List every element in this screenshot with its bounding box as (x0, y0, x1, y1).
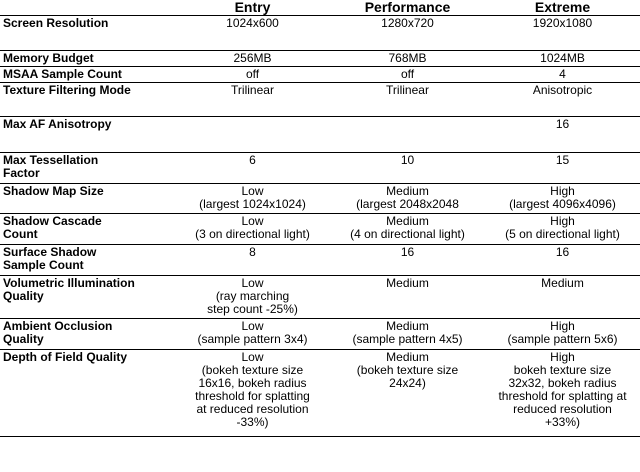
table-row (0, 117, 640, 153)
cell-line: 16x16, bokeh radius (198, 376, 307, 390)
cell-line: Medium (386, 184, 429, 198)
cell-extreme (485, 153, 640, 184)
header-row (0, 0, 640, 16)
cell-performance (330, 350, 485, 437)
cell-line: 4 (559, 67, 566, 81)
cell-line: Trilinear (386, 83, 429, 97)
table-row (0, 184, 640, 214)
cell-line: 1280x720 (381, 16, 434, 30)
row-label-line: Texture Filtering Mode (3, 83, 131, 97)
row-label (0, 214, 175, 245)
cell-line: at reduced resolution (196, 402, 309, 416)
cell-line: Low (241, 350, 264, 364)
cell-line: (3 on directional light) (195, 227, 310, 241)
cell-line: 6 (249, 153, 256, 167)
cell-entry (175, 51, 330, 67)
cell-performance (330, 117, 485, 153)
cell-extreme (485, 184, 640, 214)
cell-line: 16 (555, 245, 570, 259)
cell-line: 768MB (388, 51, 427, 65)
row-label-line: Max AF Anisotropy (3, 117, 112, 131)
cell-line: 24x24) (389, 376, 426, 390)
cell-extreme (485, 276, 640, 319)
header-extreme: Extreme (485, 0, 640, 16)
table-body (0, 16, 640, 437)
cell-performance (330, 214, 485, 245)
row-label-line: Quality (3, 289, 44, 303)
table-row (0, 245, 640, 276)
cell-line: Medium (541, 276, 584, 290)
row-label (0, 117, 175, 153)
cell-entry (175, 319, 330, 350)
row-label-line: Factor (3, 166, 40, 180)
cell-line: (sample pattern 4x5) (352, 332, 463, 346)
cell-performance (330, 319, 485, 350)
row-label-line: Max Tessellation (3, 153, 99, 167)
cell-line: Low (241, 319, 264, 333)
cell-line: 10 (400, 153, 415, 167)
cell-entry (175, 153, 330, 184)
cell-performance (330, 67, 485, 83)
cell-line: (4 on directional light) (350, 227, 465, 241)
cell-line: Medium (386, 319, 429, 333)
table-row (0, 67, 640, 83)
row-label-line: Shadow Cascade (3, 214, 102, 228)
cell-line: (largest 2048x2048 (356, 197, 459, 211)
cell-entry (175, 117, 330, 153)
cell-line: Trilinear (231, 83, 274, 97)
cell-performance (330, 83, 485, 117)
cell-performance (330, 245, 485, 276)
cell-line: (bokeh texture size (201, 363, 304, 377)
header-corner (0, 0, 175, 16)
row-label-line: Ambient Occlusion (3, 319, 113, 333)
cell-entry (175, 83, 330, 117)
cell-line: 1920x1080 (532, 16, 593, 30)
row-label-line: Volumetric Illumination (3, 276, 135, 290)
row-label-line: Depth of Field Quality (3, 350, 128, 364)
cell-line: High (550, 350, 575, 364)
cell-line: -33%) (236, 415, 269, 429)
cell-line: Low (241, 184, 264, 198)
table-row (0, 214, 640, 245)
cell-entry (175, 16, 330, 51)
table-row (0, 153, 640, 184)
row-label (0, 276, 175, 319)
cell-extreme (485, 245, 640, 276)
row-label-line: Surface Shadow (3, 245, 97, 259)
cell-line: (5 on directional light) (505, 227, 620, 241)
cell-extreme (485, 16, 640, 51)
cell-line: Low (241, 214, 264, 228)
cell-line: Medium (386, 350, 429, 364)
row-label (0, 184, 175, 214)
cell-extreme (485, 350, 640, 437)
cell-entry (175, 214, 330, 245)
row-label (0, 83, 175, 117)
cell-line: bokeh texture size (513, 363, 612, 377)
row-label (0, 153, 175, 184)
row-label-line: Count (3, 227, 38, 241)
row-label (0, 16, 175, 51)
cell-extreme (485, 83, 640, 117)
row-label (0, 51, 175, 67)
cell-line: Anisotropic (532, 83, 593, 97)
row-label (0, 67, 175, 83)
cell-line: off (245, 67, 260, 81)
cell-line: off (400, 67, 415, 81)
cell-line: Low (241, 276, 264, 290)
table-row (0, 350, 640, 437)
cell-performance (330, 276, 485, 319)
row-label-line: Memory Budget (3, 51, 94, 65)
cell-line: 16 (400, 245, 415, 259)
cell-line: 1024MB (540, 51, 585, 65)
cell-line: (sample pattern 3x4) (197, 332, 308, 346)
cell-line: (bokeh texture size (356, 363, 459, 377)
cell-line: High (550, 214, 575, 228)
table-row (0, 51, 640, 67)
cell-line: Medium (386, 214, 429, 228)
cell-line: Medium (386, 276, 429, 290)
row-label (0, 350, 175, 437)
cell-extreme (485, 51, 640, 67)
cell-line: 256MB (233, 51, 272, 65)
table-row (0, 83, 640, 117)
cell-line: High (550, 319, 575, 333)
cell-performance (330, 184, 485, 214)
row-label (0, 245, 175, 276)
cell-entry (175, 245, 330, 276)
cell-line: (sample pattern 5x6) (507, 332, 618, 346)
cell-performance (330, 153, 485, 184)
header-performance: Performance (330, 0, 485, 16)
cell-performance (330, 51, 485, 67)
cell-extreme (485, 67, 640, 83)
cell-line: 32x32, bokeh radius (508, 376, 617, 390)
cell-entry (175, 350, 330, 437)
cell-performance (330, 16, 485, 51)
cell-line: +33%) (544, 415, 581, 429)
table-row (0, 276, 640, 319)
cell-extreme (485, 214, 640, 245)
cell-entry (175, 67, 330, 83)
cell-line: 8 (249, 245, 256, 259)
row-label-line: Sample Count (3, 258, 84, 272)
row-label-line: Screen Resolution (3, 16, 109, 30)
row-label-line: Quality (3, 332, 44, 346)
cell-entry (175, 184, 330, 214)
cell-line: (largest 1024x1024) (199, 197, 306, 211)
cell-line: (ray marching (215, 289, 290, 303)
cell-line: reduced resolution (513, 402, 612, 416)
cell-line: 16 (555, 117, 570, 131)
table-row (0, 319, 640, 350)
table-row (0, 16, 640, 51)
header-entry: Entry (175, 0, 330, 16)
cell-line: threshold for splatting at (498, 389, 627, 403)
cell-line: (largest 4096x4096) (509, 197, 616, 211)
row-label-line: Shadow Map Size (3, 184, 104, 198)
cell-line: 15 (555, 153, 570, 167)
cell-entry (175, 276, 330, 319)
row-label (0, 319, 175, 350)
cell-line: High (550, 184, 575, 198)
row-label-line: MSAA Sample Count (3, 67, 122, 81)
cell-line: step count -25%) (207, 302, 298, 316)
cell-line: threshold for splatting (195, 389, 310, 403)
cell-extreme (485, 319, 640, 350)
cell-line: 1024x600 (226, 16, 279, 30)
cell-extreme (485, 117, 640, 153)
